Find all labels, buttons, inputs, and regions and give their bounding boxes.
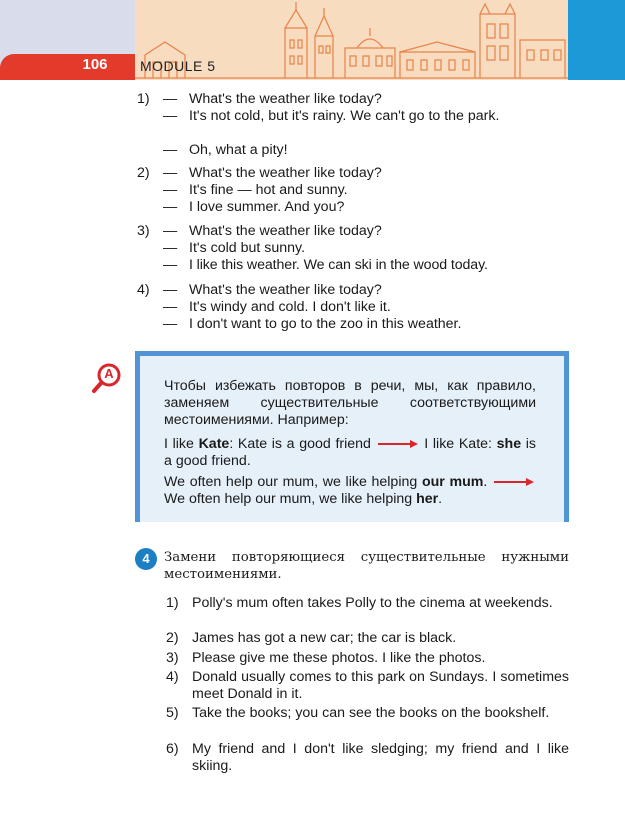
rule-example-1: I like Kate: Kate is a good friend I like Kate: she is a good friend. bbox=[164, 436, 537, 469]
dialogue-line: — I like this weather. We can ski in the wood today. bbox=[163, 257, 488, 273]
arrow-right-icon bbox=[376, 439, 420, 449]
rule-box-right-border bbox=[564, 351, 569, 522]
dialogue-number: 2) bbox=[137, 165, 150, 181]
highlight-noun: Kate bbox=[198, 436, 230, 452]
exercise-number-badge: 4 bbox=[135, 548, 157, 570]
highlight-pronoun: her bbox=[416, 491, 439, 507]
dialogue-line: — It's windy and cold. I don't like it. bbox=[163, 299, 391, 315]
dialogue-line: — I love summer. And you? bbox=[163, 199, 345, 215]
dialogue-line: — It's not cold, but it's rainy. We can't go to the park. bbox=[163, 108, 500, 124]
dialogue-line: — I don't want to go to the zoo in this weather. bbox=[163, 316, 462, 332]
exercise-instruction: Замени повторяющиеся существительные нужными местоимениями. bbox=[164, 550, 569, 582]
dialogue-line: — What's the weather like today? bbox=[163, 91, 382, 107]
rule-box-top-border bbox=[135, 351, 569, 356]
dialogue-line: — What's the weather like today? bbox=[163, 223, 382, 239]
dialogue-number: 3) bbox=[137, 223, 150, 239]
dialogue-line: — Oh, what a pity! bbox=[163, 142, 288, 158]
header-right-panel bbox=[568, 0, 625, 80]
arrow-right-icon bbox=[492, 477, 536, 487]
module-label: MODULE 5 bbox=[140, 58, 216, 74]
dialogue-line: — It's cold but sunny. bbox=[163, 240, 306, 256]
rule-box-left-border bbox=[135, 351, 140, 522]
dialogue-line: — It's fine — hot and sunny. bbox=[163, 182, 348, 198]
dialogue-number: 1) bbox=[137, 91, 150, 107]
rule-icon bbox=[90, 361, 124, 395]
rule-example-2: We often help our mum, we like helping our mum. We often help our mum, we like helping her. bbox=[164, 474, 536, 508]
rule-intro: Чтобы избежать повторов в речи, мы, как правило, заменяем существительные соответствующими местоимениями. Например: bbox=[164, 378, 536, 428]
rule-icon-letter: A bbox=[104, 366, 114, 381]
highlight-noun: our mum bbox=[421, 474, 484, 490]
dialogue-line: — What's the weather like today? bbox=[163, 282, 382, 298]
page-number: 106 bbox=[82, 56, 108, 73]
page-header bbox=[0, 0, 625, 80]
dialogue-line: — What's the weather like today? bbox=[163, 165, 382, 181]
highlight-pronoun: she bbox=[496, 436, 522, 452]
dialogue-number: 4) bbox=[137, 282, 150, 298]
